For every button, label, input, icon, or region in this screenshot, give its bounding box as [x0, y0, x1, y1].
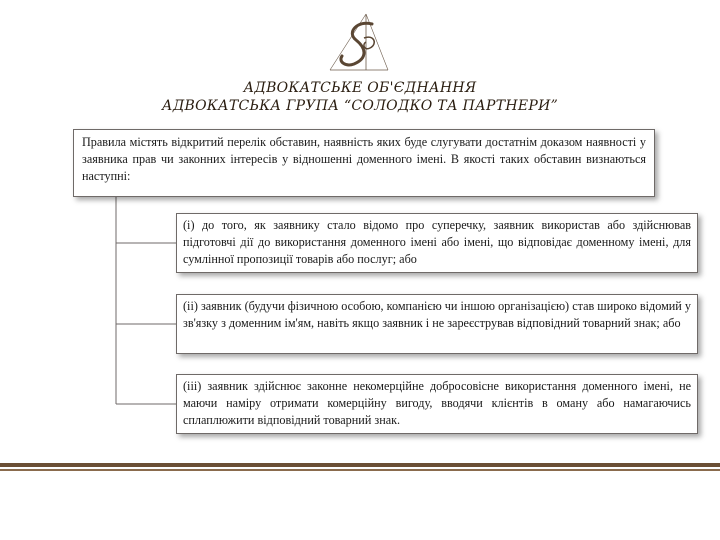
firm-name-line-1: АДВОКАТСЬКЕ ОБ'ЄДНАННЯ [243, 80, 477, 96]
footer-bar-thin [0, 469, 720, 471]
condition-box-2: (ii) заявник (будучи фізичною особою, компанією чи іншою організацією) став широко відомий у зв'язку з доменним ім'ям, навіть якщо заявник і не зареєстрував відповідний товарний знак; або [176, 294, 698, 354]
firm-name-line-2: АДВОКАТСЬКА ГРУПА “СОЛОДКО ТА ПАРТНЕРИ” [161, 98, 559, 114]
condition-box-3: (iii) заявник здійснює законне некомерційне добросовісне використання доменного імені, не маючи наміру отримати комерційну вигоду, вводячи клієнтів в оману або намагаючись сплаплюжити відповідний товарний знак. [176, 374, 698, 434]
intro-box: Правила містять відкритий перелік обставин, наявність яких буде слугувати достатнім доказом наявності у заявника прав чи законних інтересів у відношенні доменного імені. В якості таких обставин визнаються наступні: [73, 129, 655, 197]
footer-bar [0, 463, 720, 467]
condition-box-1: (і) до того, як заявнику стало відомо про суперечку, заявник використав або здійснював підготовчі дії до використання доменного імені або імені, що відповідає доменному імені, для сумлінної пропозиції товарів або послуг; або [176, 213, 698, 273]
